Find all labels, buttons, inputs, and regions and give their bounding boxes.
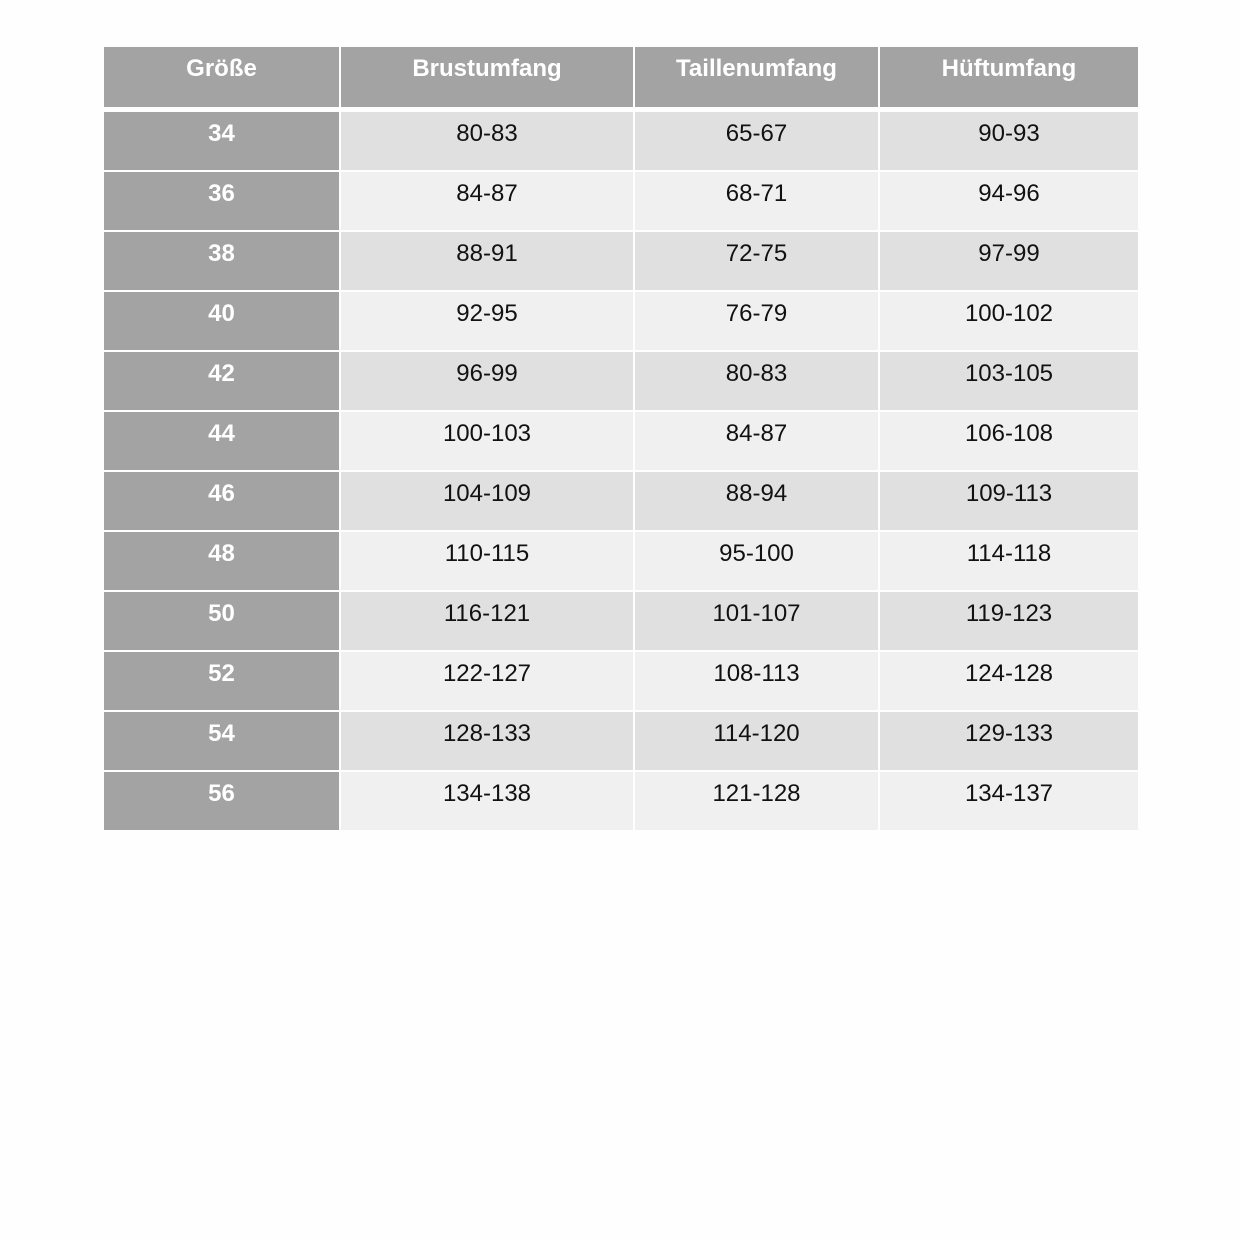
size-cell: 52 xyxy=(104,651,340,711)
table-row xyxy=(104,411,1138,471)
hip-cell: 106-108 xyxy=(879,411,1138,471)
hip-cell: 94-96 xyxy=(879,171,1138,231)
table-row xyxy=(104,231,1138,291)
table-row xyxy=(104,291,1138,351)
waist-cell: 80-83 xyxy=(634,351,879,411)
table-row xyxy=(104,351,1138,411)
chest-cell: 92-95 xyxy=(340,291,634,351)
hip-cell: 124-128 xyxy=(879,651,1138,711)
size-cell: 54 xyxy=(104,711,340,771)
waist-cell: 101-107 xyxy=(634,591,879,651)
chest-cell: 88-91 xyxy=(340,231,634,291)
waist-cell: 65-67 xyxy=(634,110,879,172)
hip-cell: 129-133 xyxy=(879,711,1138,771)
size-cell: 34 xyxy=(104,110,340,172)
size-cell: 36 xyxy=(104,171,340,231)
chest-cell: 100-103 xyxy=(340,411,634,471)
waist-cell: 88-94 xyxy=(634,471,879,531)
table-row xyxy=(104,110,1138,172)
waist-cell: 114-120 xyxy=(634,711,879,771)
table-row xyxy=(104,591,1138,651)
hip-cell: 103-105 xyxy=(879,351,1138,411)
table-row xyxy=(104,651,1138,711)
size-cell: 50 xyxy=(104,591,340,651)
hip-cell: 100-102 xyxy=(879,291,1138,351)
size-cell: 46 xyxy=(104,471,340,531)
header-waist: Taillenumfang xyxy=(634,47,879,110)
hip-cell: 134-137 xyxy=(879,771,1138,830)
chest-cell: 84-87 xyxy=(340,171,634,231)
size-cell: 44 xyxy=(104,411,340,471)
chest-cell: 116-121 xyxy=(340,591,634,651)
size-cell: 48 xyxy=(104,531,340,591)
waist-cell: 72-75 xyxy=(634,231,879,291)
table-header-row xyxy=(104,47,1138,110)
size-cell: 56 xyxy=(104,771,340,830)
header-hip: Hüftumfang xyxy=(879,47,1138,110)
hip-cell: 119-123 xyxy=(879,591,1138,651)
table-row xyxy=(104,711,1138,771)
waist-cell: 108-113 xyxy=(634,651,879,711)
chest-cell: 134-138 xyxy=(340,771,634,830)
size-cell: 42 xyxy=(104,351,340,411)
table-row xyxy=(104,771,1138,830)
chest-cell: 104-109 xyxy=(340,471,634,531)
header-chest: Brustumfang xyxy=(340,47,634,110)
chest-cell: 122-127 xyxy=(340,651,634,711)
hip-cell: 109-113 xyxy=(879,471,1138,531)
chest-cell: 80-83 xyxy=(340,110,634,172)
hip-cell: 97-99 xyxy=(879,231,1138,291)
table-row xyxy=(104,531,1138,591)
table-body xyxy=(104,110,1138,831)
table-row xyxy=(104,471,1138,531)
chest-cell: 128-133 xyxy=(340,711,634,771)
size-cell: 38 xyxy=(104,231,340,291)
waist-cell: 68-71 xyxy=(634,171,879,231)
table-row xyxy=(104,171,1138,231)
chest-cell: 96-99 xyxy=(340,351,634,411)
waist-cell: 95-100 xyxy=(634,531,879,591)
size-chart-table xyxy=(104,47,1138,830)
header-size: Größe xyxy=(104,47,340,110)
hip-cell: 90-93 xyxy=(879,110,1138,172)
waist-cell: 76-79 xyxy=(634,291,879,351)
waist-cell: 84-87 xyxy=(634,411,879,471)
hip-cell: 114-118 xyxy=(879,531,1138,591)
size-cell: 40 xyxy=(104,291,340,351)
chest-cell: 110-115 xyxy=(340,531,634,591)
waist-cell: 121-128 xyxy=(634,771,879,830)
